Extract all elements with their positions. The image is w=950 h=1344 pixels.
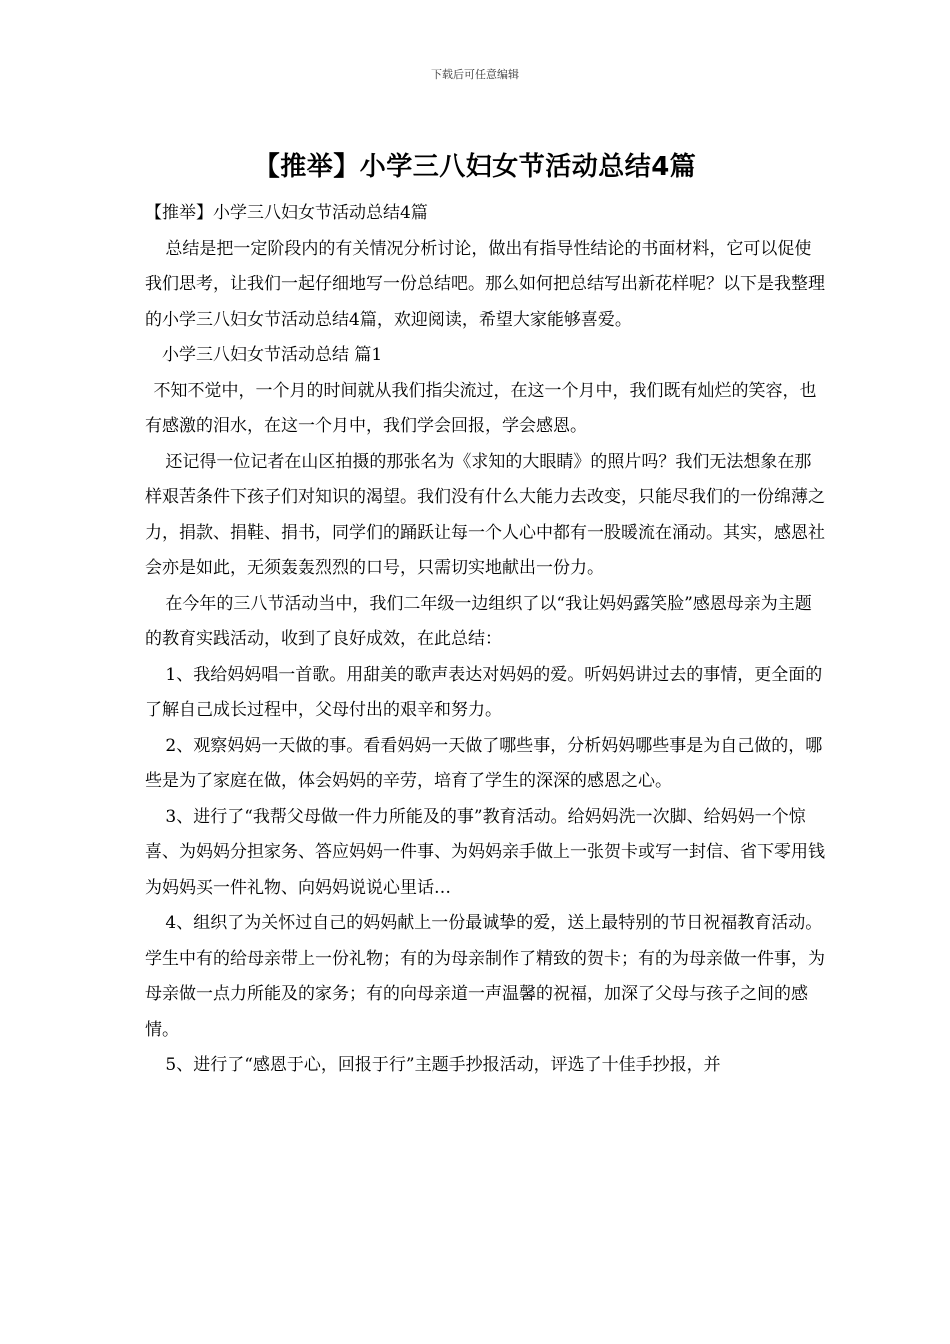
document-body [145,196,825,1084]
list-item: 1、我给妈妈唱一首歌。用甜美的歌声表达对妈妈的爱。听妈妈讲过去的事情，更全面的了解自己成长过程中，父母付出的艰辛和努力。 [145,664,823,720]
list-item: 2、观察妈妈一天做的事。看看妈妈一天做了哪些事，分析妈妈哪些事是为自己做的，哪些是为了家庭在做，体会妈妈的辛劳，培育了学生的深深的感恩之心。 [145,735,823,791]
paragraph: 还记得一位记者在山区拍摄的那张名为《求知的大眼睛》的照片吗？我们无法想象在那样艰苦条件下孩子们对知识的渴望。我们没有什么大能力去改变，只能尽我们的一份绵薄之力，捐款、捐鞋、捐书，同学们的踊跃让每一个人心中都有一股暖流在涌动。其实，感恩社会亦是如此，无须轰轰烈烈的口号，只需切实地献出一份力。 [145,451,825,578]
paragraph: 不知不觉中，一个月的时间就从我们指尖流过，在这一个月中，我们既有灿烂的笑容，也有感激的泪水，在这一个月中，我们学会回报，学会感恩。 [145,380,817,436]
list-item: 5、进行了“感恩于心，回报于行”主题手抄报活动，评选了十佳手抄报，并 [165,1055,721,1075]
section-heading: 小学三八妇女节活动总结 篇1 [162,345,383,365]
header-note: 下载后可任意编辑 [431,68,519,81]
document-title: 【推举】小学三八妇女节活动总结4篇 [253,152,697,182]
list-item: 4、组织了为关怀过自己的妈妈献上一份最诚挚的爱，送上最特别的节日祝福教育活动。学生中有的给母亲带上一份礼物；有的为母亲制作了精致的贺卡；有的为母亲做一件事，为母亲做一点力所能及的家务；有的向母亲道一声温馨的祝福，加深了父母与孩子之间的感情。 [145,913,825,1040]
list-item: 3、进行了“我帮父母做一件力所能及的事”教育活动。给妈妈洗一次脚、给妈妈一个惊喜、为妈妈分担家务、答应妈妈一件事、为妈妈亲手做上一张贺卡或写一封信、省下零用钱为妈妈买一件礼物、向妈妈说说心里话… [145,806,825,898]
paragraph: 在今年的三八节活动当中，我们二年级一边组织了以“我让妈妈露笑脸”感恩母亲为主题的教育实践活动，收到了良好成效，在此总结： [145,593,812,649]
intro-paragraph: 总结是把一定阶段内的有关情况分析讨论，做出有指导性结论的书面材料，它可以促使我们思考，让我们一起仔细地写一份总结吧。那么如何把总结写出新花样呢？以下是我整理的小学三八妇女节活动总结4篇，欢迎阅读，希望大家能够喜爱。 [145,238,825,330]
document-subtitle: 【推举】小学三八妇女节活动总结4篇 [145,203,428,223]
